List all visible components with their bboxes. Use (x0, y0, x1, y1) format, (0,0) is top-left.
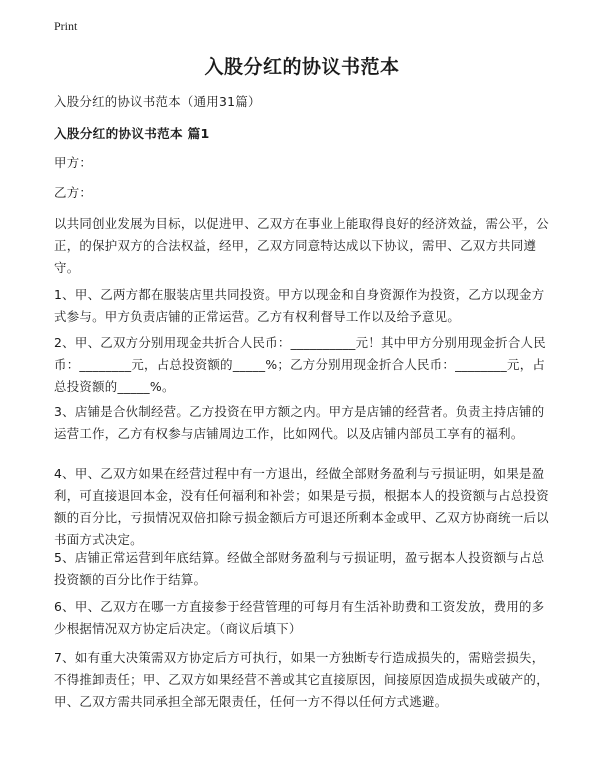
paragraph-clause-6: 6、甲、乙双方在哪一方直接参于经营管理的可每月有生活补助费和工资发放，费用的多少根据情况双方协定后决定。（商议后填下） (54, 599, 545, 636)
paragraph-clause-4: 4、甲、乙双方如果在经营过程中有一方退出，经做全部财务盈利与亏损证明，如果是盈利，可直接退回本金，没有任何福利和补尝；如果是亏损，根据本人的投资额与占总投资额的百分比，亏损情况双倍扣除亏损金额后方可退还所剩本金或甲、乙双方协商统一后以书面方式决定。 (54, 466, 549, 547)
party-b-label: 乙方： (54, 185, 93, 200)
section-heading: 入股分红的协议书范本 篇1 (54, 126, 210, 141)
paragraph-clause-2: 2、甲、乙双方分别用现金共折合人民币：__________元！其中甲方分别用现金折合人民币：________元，占总投资额的_____%；乙方分别用现金折合人民币：________元，占总投资额的_____%。 (54, 335, 546, 394)
paragraph-clause-1: 1、甲、乙两方都在服装店里共同投资。甲方以现金和自身资源作为投资，乙方以现金方式参与。甲方负责店铺的正常运营。乙方有权利督导工作以及给予意见。 (54, 287, 545, 324)
paragraph-clause-3: 3、店铺是合伙制经营。乙方投资在甲方额之内。甲方是店铺的经营者。负责主持店铺的运营工作，乙方有权参与店铺周边工作，比如网代。以及店铺内部员工享有的福利。 (54, 404, 545, 441)
paragraph-clause-7: 7、如有重大决策需双方协定后方可执行，如果一方独断专行造成损失的，需赔尝损失，不得推卸责任；甲、乙双方如果经营不善或其它直接原因，间接原因造成损失或破产的，甲、乙双方需共同承担全部无限责任，任何一方不得以任何方式逃避。 (54, 650, 549, 709)
document-subtitle: 入股分红的协议书范本（通用31篇） (54, 94, 261, 109)
paragraph-clause-5: 5、店铺正常运营到年底结算。经做全部财务盈利与亏损证明，盈亏据本人投资额与占总投资额的百分比作于结算。 (54, 550, 545, 587)
print-link[interactable]: Print (54, 19, 78, 33)
paragraph-intro: 以共同创业发展为目标，以促进甲、乙双方在事业上能取得良好的经济效益，需公平，公正，的保护双方的合法权益，经甲，乙双方同意特达成以下协议，需甲、乙双方共同遵守。 (54, 216, 549, 275)
page-title: 入股分红的协议书范本 (204, 56, 400, 78)
party-a-label: 甲方： (54, 155, 93, 170)
